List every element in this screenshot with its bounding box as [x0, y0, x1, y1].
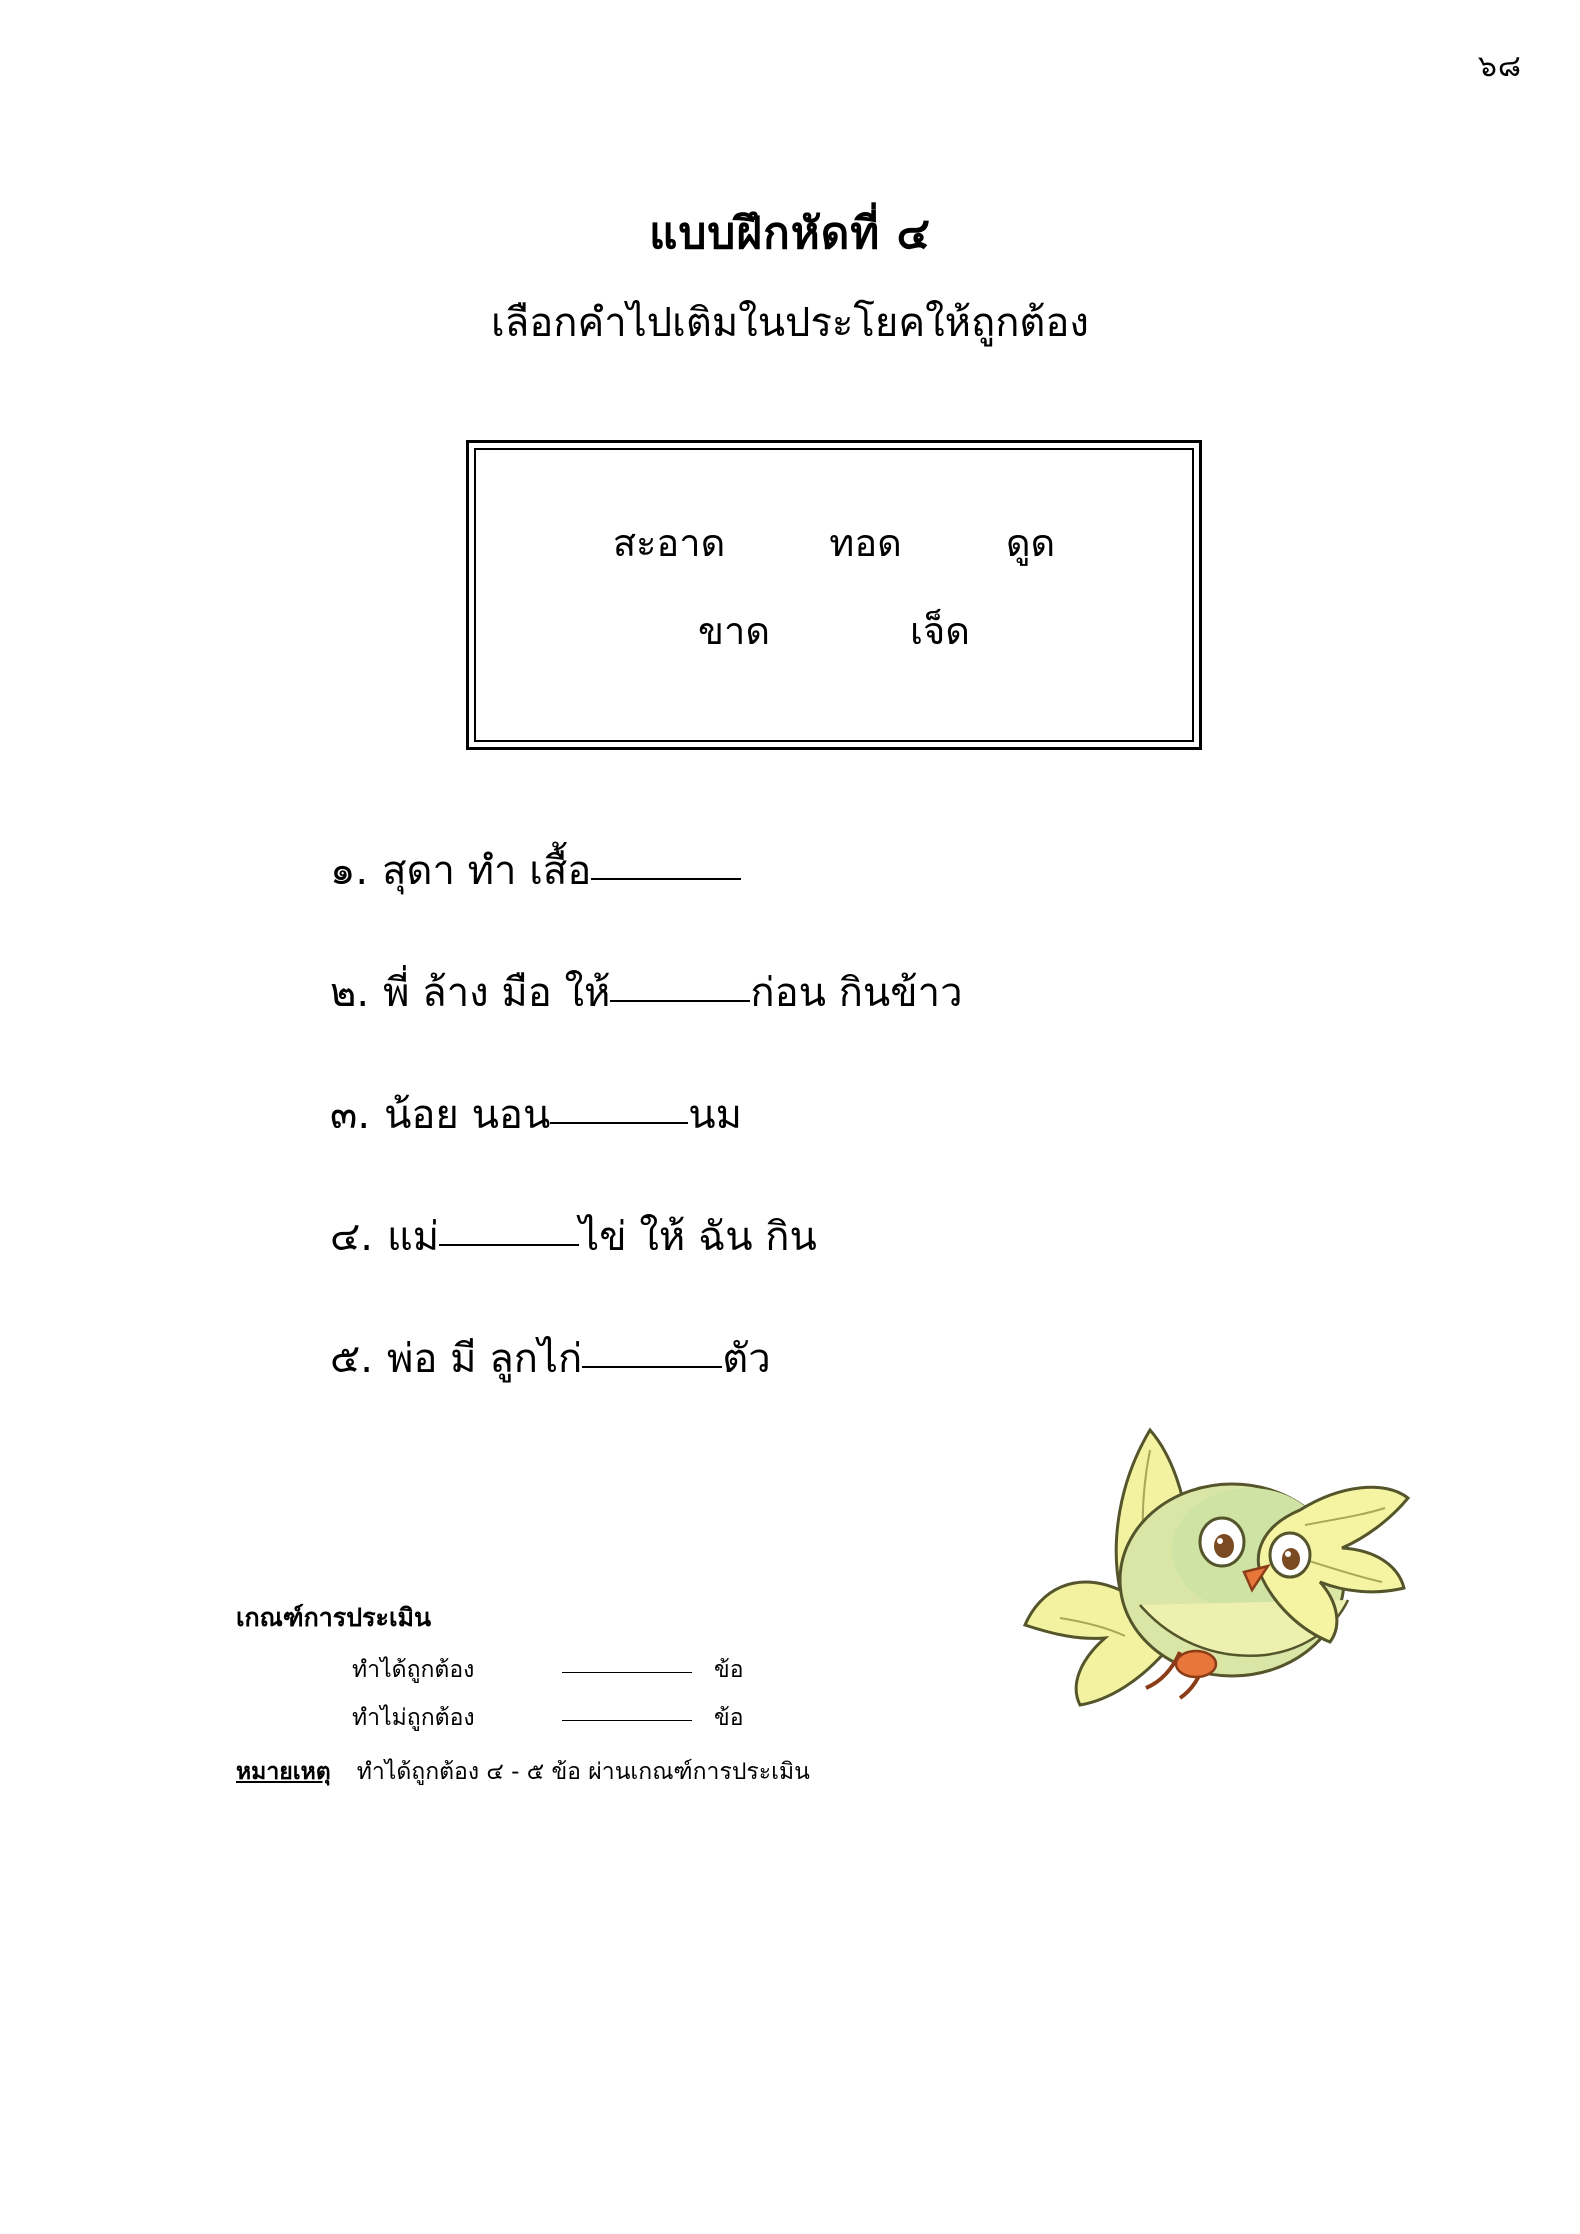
question-list — [330, 838, 1430, 1448]
answer-blank[interactable] — [439, 1244, 579, 1246]
answer-blank[interactable] — [591, 878, 741, 880]
question-text-before: น้อย นอน — [384, 1092, 551, 1138]
question-text-before: พ่อ มี ลูกไก่ — [387, 1336, 583, 1382]
criteria-label: ทำไม่ถูกต้อง — [352, 1705, 475, 1731]
criteria-note-text: ทำได้ถูกต้อง ๔ - ๕ ข้อ ผ่านเกณฑ์การประเมิน — [356, 1759, 810, 1785]
question-text-before: พี่ ล้าง มือ ให้ — [383, 970, 611, 1016]
page-number: ๖๘ — [1477, 49, 1522, 84]
answer-blank[interactable] — [582, 1366, 722, 1368]
question-text-after: นม — [688, 1092, 743, 1138]
criteria-note — [236, 1754, 1096, 1790]
word-bank-word: ดูด — [1005, 521, 1056, 565]
question-number: ๓. — [330, 1092, 371, 1138]
question-text-before: แม่ — [387, 1214, 440, 1260]
criteria-title: เกณฑ์การประเมิน — [236, 1603, 432, 1632]
word-bank-inner-border — [474, 448, 1194, 742]
page-title: แบบฝึกหัดที่ ๔ — [649, 208, 931, 259]
question-row-1 — [330, 838, 1430, 902]
question-number: ๕. — [330, 1336, 373, 1382]
word-bank-word: เจ็ด — [910, 609, 970, 653]
criteria-note-label: หมายเหตุ — [236, 1759, 331, 1785]
word-bank-row-2 — [476, 600, 1192, 661]
question-row-4 — [330, 1204, 1430, 1268]
criteria-unit: ข้อ — [714, 1705, 744, 1731]
criteria-row-correct — [352, 1652, 1096, 1688]
word-bank-word: ขาด — [698, 609, 771, 653]
question-text-after: ก่อน กินข้าว — [750, 970, 963, 1016]
word-bank-row-1 — [476, 512, 1192, 573]
question-text-before: สุดา ทำ เสื้อ — [382, 848, 592, 894]
word-bank-word: สะอาด — [612, 521, 726, 565]
criteria-blank[interactable] — [562, 1672, 692, 1673]
word-bank — [466, 440, 1202, 750]
assessment-criteria — [236, 1598, 1096, 1790]
question-row-5 — [330, 1326, 1430, 1390]
question-number: ๒. — [330, 970, 370, 1016]
criteria-label: ทำได้ถูกต้อง — [352, 1657, 475, 1683]
criteria-unit: ข้อ — [714, 1657, 744, 1683]
page-subtitle: เลือกคำไปเติมในประโยคให้ถูกต้อง — [491, 300, 1089, 346]
flying-chick-icon — [1000, 1390, 1420, 1790]
criteria-blank[interactable] — [562, 1720, 692, 1721]
answer-blank[interactable] — [550, 1122, 688, 1124]
answer-blank[interactable] — [610, 1000, 750, 1002]
word-bank-word: ทอด — [829, 521, 902, 565]
question-text-after: ไข่ ให้ ฉัน กิน — [579, 1214, 817, 1260]
question-number: ๔. — [330, 1214, 373, 1260]
question-number: ๑. — [330, 848, 369, 894]
question-row-2 — [330, 960, 1430, 1024]
criteria-row-incorrect — [352, 1700, 1096, 1736]
question-row-3 — [330, 1082, 1430, 1146]
question-text-after: ตัว — [722, 1336, 771, 1382]
